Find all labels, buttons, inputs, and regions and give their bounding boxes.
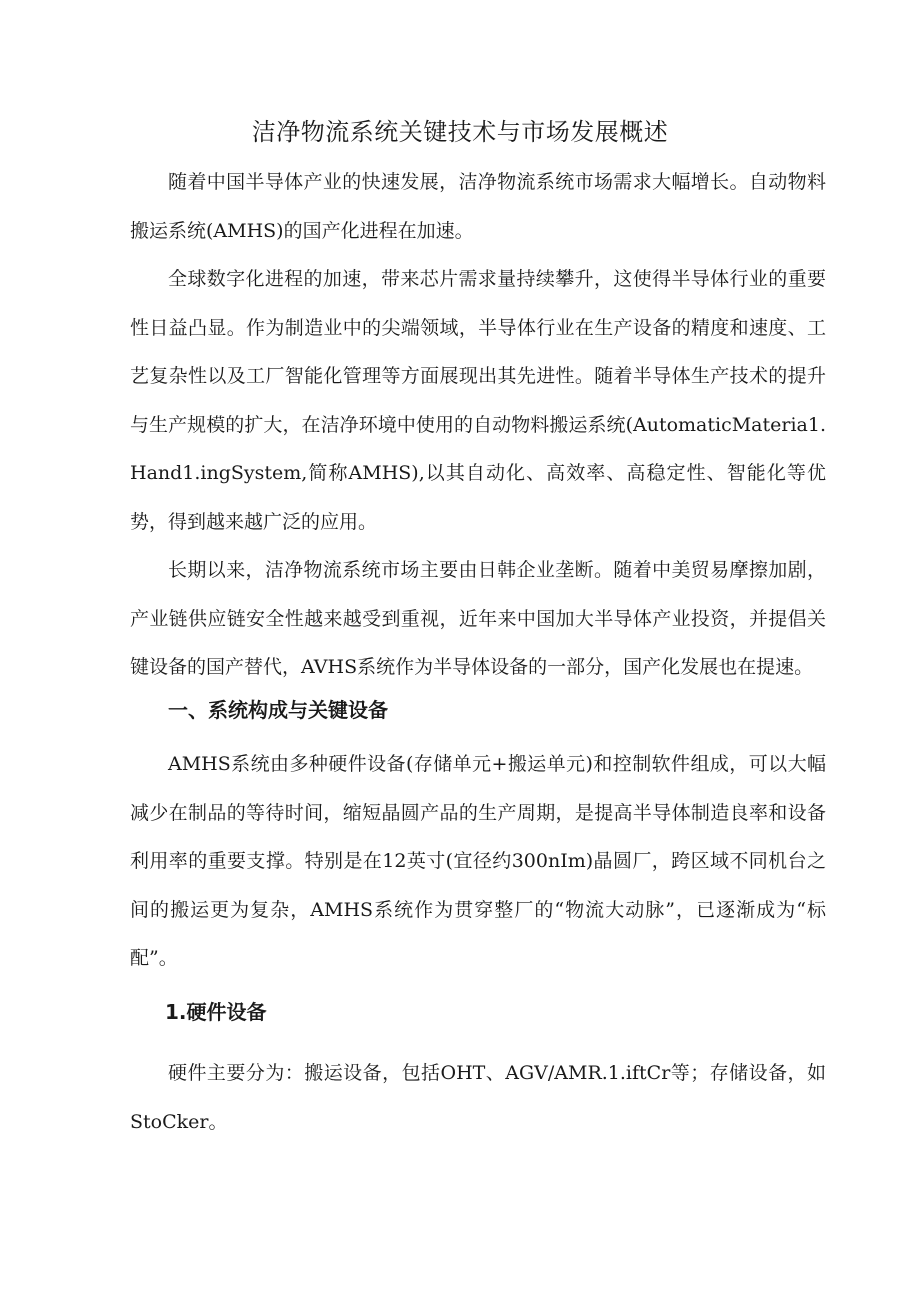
- paragraph-intro: 随着中国半导体产业的快速发展，洁净物流系统市场需求大幅增长。自动物料搬运系统(AMHS)的国产化进程在加速。: [130, 171, 826, 242]
- paragraph-hardware: 硬件主要分为：搬运设备，包括OHT、AGV/AMR.1.iftCr等；存储设备，如StoCker。: [130, 1062, 826, 1133]
- paragraph-amhs: AMHS系统由多种硬件设备(存储单元+搬运单元)和控制软件组成，可以大幅减少在制品的等待时间，缩短晶圆产品的生产周期，是提高半导体制造良率和设备利用率的重要支撑。特别是在12英寸(宜径约300nIm)晶圆厂，跨区域不同机台之间的搬运更为复杂，AMHS系统作为贯穿整厂的“物流大动脉”，已逐渐成为“标配”。: [130, 753, 826, 969]
- paragraph-market: 长期以来，洁净物流系统市场主要由日韩企业垄断。随着中美贸易摩擦加剧，产业链供应链安全性越来越受到重视，近年来中国加大半导体产业投资，并提倡关键设备的国产替代，AVHS系统作为半导体设备的一部分，国产化发展也在提速。: [130, 559, 826, 678]
- paragraph-background: 全球数字化进程的加速，带来芯片需求量持续攀升，这使得半导体行业的重要性日益凸显。作为制造业中的尖端领域，半导体行业在生产设备的精度和速度、工艺复杂性以及工厂智能化管理等方面展现出其先进性。随着半导体生产技术的提升与生产规模的扩大，在洁净环境中使用的自动物料搬运系统(AutomaticMateria1.Hand1.ingSystem,简称AMHS),以其自动化、高效率、高稳定性、智能化等优势，得到越来越广泛的应用。: [130, 268, 826, 533]
- subsection-heading-hardware: 1.硬件设备: [165, 1000, 267, 1024]
- section-heading-system: 一、系统构成与关键设备: [168, 698, 388, 722]
- document-title: 洁净物流系统关键技术与市场发展概述: [251, 118, 669, 146]
